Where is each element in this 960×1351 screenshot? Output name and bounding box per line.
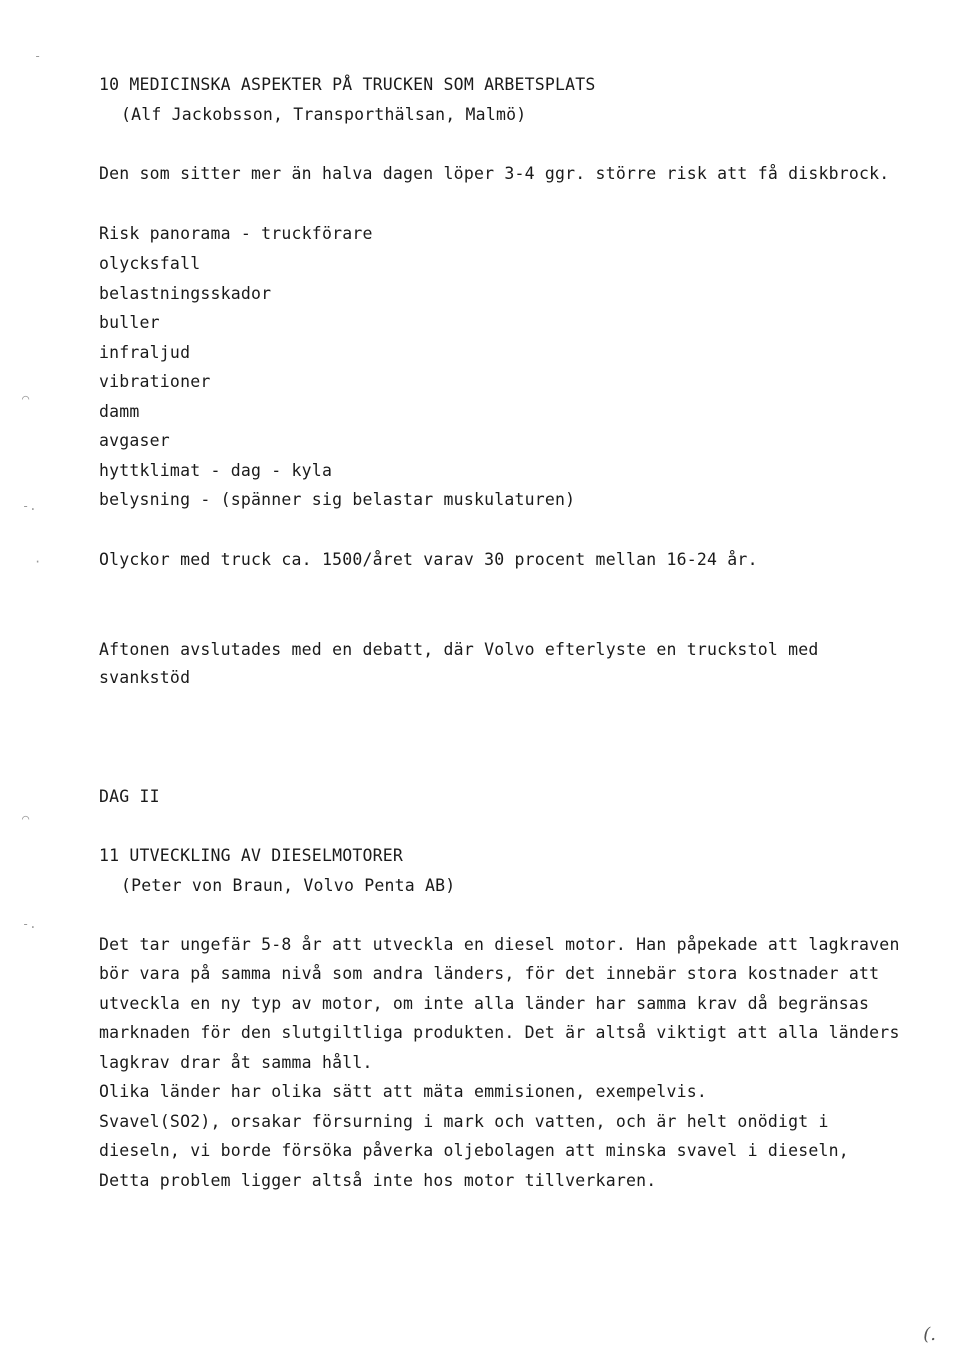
list-item: vibrationer (99, 372, 211, 391)
paragraph-line: Detta problem ligger altså inte hos motor tillverkaren. (99, 1171, 657, 1190)
list-item: avgaser (99, 431, 170, 450)
paragraph-line: dieseln, vi borde försöka påverka oljebolagen att minska svavel i dieseln, (99, 1141, 849, 1160)
list-item: hyttklimat - dag - kyla (99, 461, 333, 480)
list-title: Risk panorama - truckförare (99, 224, 373, 243)
day-heading: DAG II (99, 787, 160, 806)
section-heading: 11 UTVECKLING AV DIESELMOTORER (99, 846, 404, 865)
scan-mark: - (34, 49, 42, 63)
list-item: belastningsskador (99, 284, 272, 303)
list-item: damm (99, 402, 140, 421)
paragraph: Olyckor med truck ca. 1500/året varav 30 procent mellan 16-24 år. (99, 550, 758, 569)
paragraph-line: Det tar ungefär 5-8 år att utveckla en diesel motor. Han påpekade att lagkraven (99, 935, 900, 954)
list-item: belysning - (spänner sig belastar muskulaturen) (99, 490, 576, 509)
paragraph-line: Olika länder har olika sätt att mäta emmisionen, exempelvis. (99, 1082, 708, 1101)
section-heading: 10 MEDICINSKA ASPEKTER PÅ TRUCKEN SOM ARBETSPLATS (99, 75, 596, 94)
scan-mark: -. (22, 917, 37, 931)
list-item: infraljud (99, 343, 191, 362)
paragraph-line: utveckla en ny typ av motor, om inte alla länder har samma krav då begränsas (99, 994, 870, 1013)
paragraph-line: marknaden för den slutgiltliga produkten. Det är altså viktigt att alla länders (99, 1023, 900, 1042)
page-corner-mark: (. (923, 1324, 936, 1345)
scan-mark: ⌒ (22, 391, 30, 405)
paragraph-line: bör vara på samma nivå som andra länders, för det innebär stora kostnader att (99, 964, 880, 983)
scan-mark: -. (22, 499, 37, 513)
list-item: olycksfall (99, 254, 201, 273)
paragraph-line: lagkrav drar åt samma håll. (99, 1053, 373, 1072)
paragraph: Den som sitter mer än halva dagen löper 3-4 ggr. större risk att få diskbrock. (99, 164, 890, 183)
section-author: (Peter von Braun, Volvo Penta AB) (121, 876, 456, 895)
paragraph: Aftonen avslutades med en debatt, där Volvo efterlyste en truckstol med (99, 640, 819, 659)
section-author: (Alf Jackobsson, Transporthälsan, Malmö) (121, 105, 527, 124)
paragraph-line: Svavel(SO2), orsakar försurning i mark och vatten, och är helt onödigt i (99, 1112, 829, 1131)
paragraph: svankstöd (99, 668, 191, 687)
scan-mark: · (34, 555, 42, 569)
list-item: buller (99, 313, 160, 332)
scan-mark: ⌒ (22, 811, 30, 825)
